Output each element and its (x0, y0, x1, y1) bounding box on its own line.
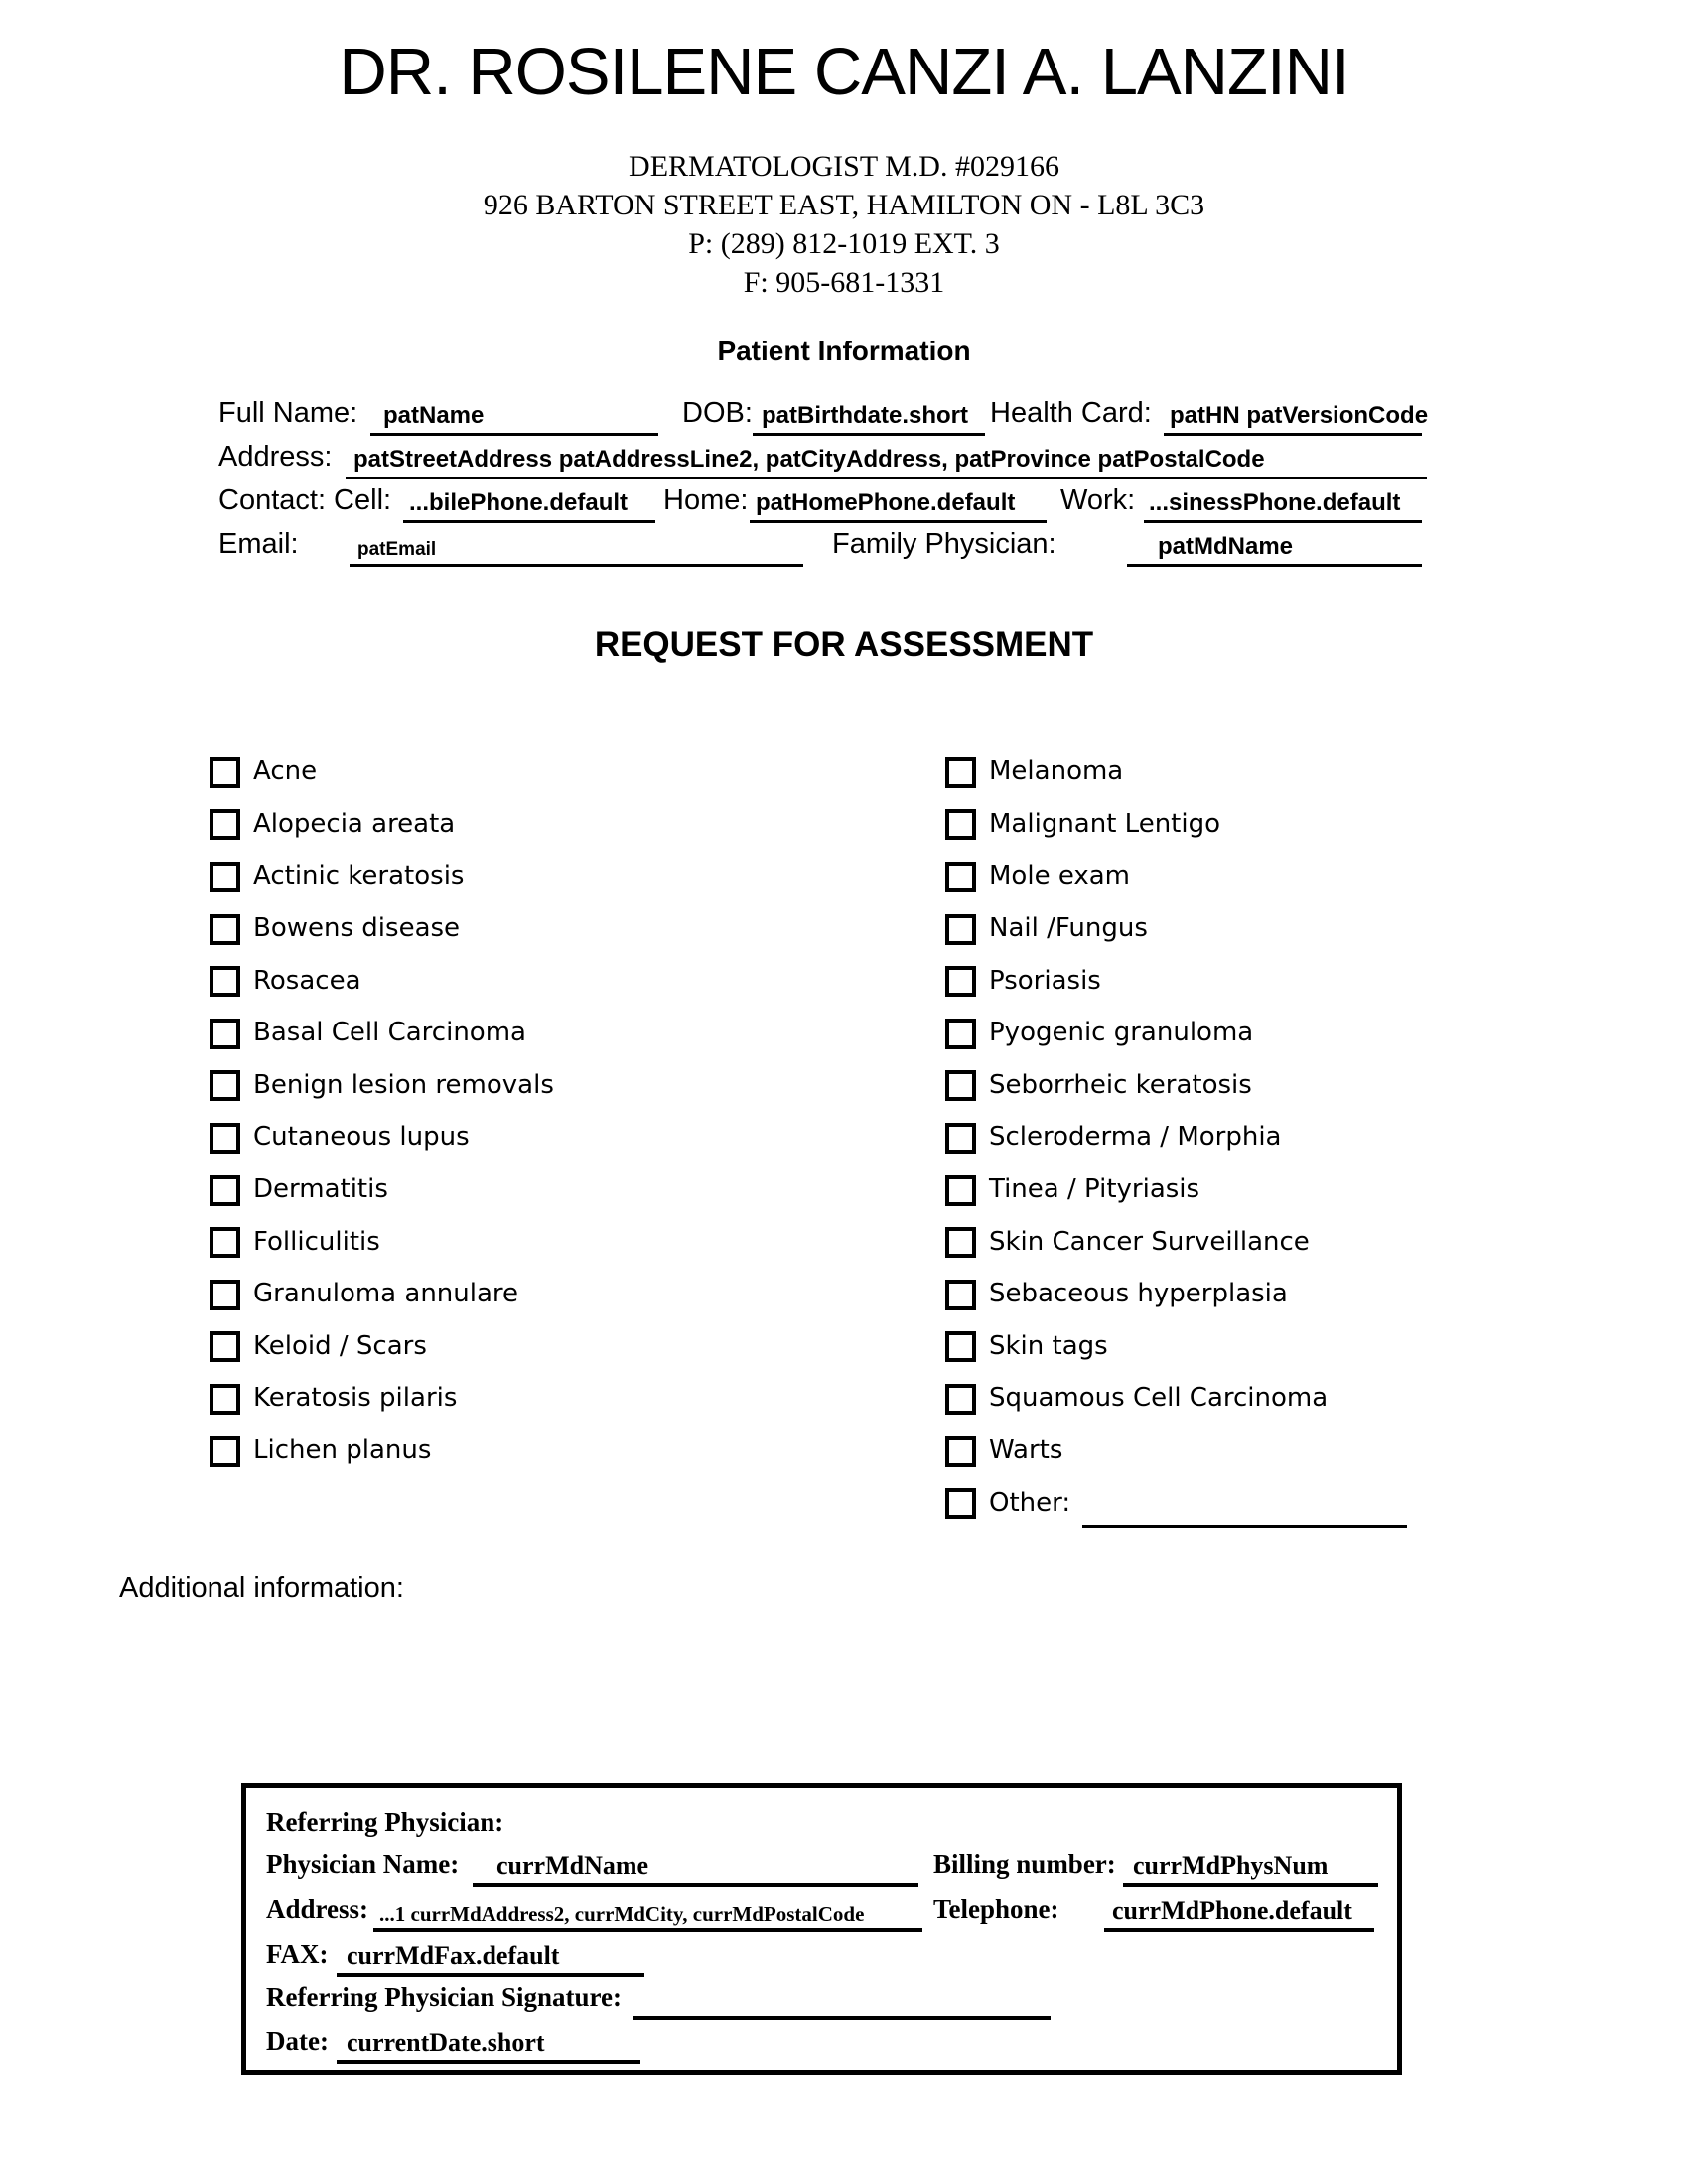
work-phone-label: Work: (1060, 484, 1136, 516)
assessment-checkbox[interactable] (945, 1280, 976, 1310)
referring-signature-field[interactable] (633, 1982, 1051, 2020)
email-field[interactable] (350, 528, 803, 567)
assessment-option-label: Malignant Lentigo (989, 808, 1220, 839)
referring-signature-label: Referring Physician Signature: (266, 1982, 622, 2012)
assessment-option-label: Tinea / Pityriasis (989, 1174, 1200, 1205)
assessment-option-row (945, 1060, 1407, 1113)
assessment-checkbox[interactable] (945, 1384, 976, 1415)
telephone-label: Telephone: (933, 1894, 1059, 1924)
assessment-option-label: Seborrheic keratosis (989, 1069, 1252, 1100)
assessment-checkbox[interactable] (945, 1019, 976, 1049)
work-phone-field[interactable] (1144, 484, 1422, 523)
assessment-option-row (945, 747, 1407, 799)
assessment-checkbox[interactable] (945, 757, 976, 788)
full-name-label: Full Name: (218, 397, 358, 429)
clinic-address: 926 BARTON STREET EAST, HAMILTON ON - L8L 3C3 (483, 189, 1205, 221)
health-card-label: Health Card: (990, 397, 1152, 429)
address-value: patStreetAddress patAddressLine2, patCityAddress, patProvince patPostalCode (353, 446, 1265, 473)
physician-name-label: Physician Name: (266, 1849, 460, 1879)
assessment-option-row (210, 851, 554, 903)
fax-value: currMdFax.default (347, 1941, 560, 1970)
assessment-checkbox[interactable] (945, 1227, 976, 1258)
family-physician-label: Family Physician: (832, 528, 1056, 560)
referring-physician-heading: Referring Physician: (266, 1807, 504, 1837)
assessment-option-row (210, 1373, 554, 1426)
assessment-option-row (210, 1269, 554, 1321)
assessment-option-label: Lichen planus (253, 1435, 432, 1466)
assessment-checkbox[interactable] (945, 1175, 976, 1206)
address-label: Address: (218, 441, 333, 473)
assessment-option-label: Psoriasis (989, 965, 1101, 996)
clinic-phone: P: (289) 812-1019 EXT. 3 (688, 227, 1000, 260)
assessment-option-row (945, 851, 1407, 903)
assessment-checkbox[interactable] (945, 966, 976, 997)
cell-phone-field[interactable] (403, 484, 655, 523)
assessment-option-label: Bowens disease (253, 913, 461, 944)
assessment-checkbox[interactable] (945, 914, 976, 945)
assessment-option-row (210, 1060, 554, 1113)
contact-cell-label: Contact: Cell: (218, 484, 392, 516)
assessment-checkbox[interactable] (210, 1019, 240, 1049)
assessment-option-row (945, 1164, 1407, 1217)
email-value: patEmail (357, 539, 437, 560)
assessment-option-label: Folliculitis (253, 1226, 380, 1257)
health-card-field[interactable] (1164, 397, 1429, 436)
date-label: Date: (266, 2026, 329, 2056)
assessment-option-row (210, 1112, 554, 1164)
date-field[interactable] (337, 2026, 640, 2064)
assessment-checkbox[interactable] (210, 1175, 240, 1206)
assessment-checkbox[interactable] (945, 1436, 976, 1467)
physician-name-field[interactable] (473, 1849, 918, 1887)
assessment-checkbox[interactable] (945, 1123, 976, 1154)
assessment-option-label: Granuloma annulare (253, 1279, 519, 1309)
full-name-value: patName (383, 402, 485, 429)
dob-label: DOB: (682, 397, 753, 429)
fax-field[interactable] (337, 1939, 644, 1977)
assessment-checkbox[interactable] (210, 757, 240, 788)
assessment-option-label: Basal Cell Carcinoma (253, 1018, 526, 1048)
assessment-option-row (210, 747, 554, 799)
assessment-checkbox[interactable] (945, 1488, 976, 1519)
full-name-field[interactable] (370, 397, 658, 436)
assessment-option-label: Squamous Cell Carcinoma (989, 1383, 1329, 1414)
assessment-option-row (945, 955, 1407, 1008)
health-card-value: patHN patVersionCode (1170, 402, 1429, 429)
date-value: currentDate.short (347, 2028, 545, 2057)
home-phone-field[interactable] (750, 484, 1047, 523)
home-phone-label: Home: (663, 484, 749, 516)
assessment-option-row (945, 1426, 1407, 1478)
assessment-option-row (210, 1321, 554, 1374)
assessment-option-row (945, 1008, 1407, 1060)
assessment-option-row (945, 1321, 1407, 1374)
assessment-option-row (945, 903, 1407, 956)
assessment-option-row (210, 903, 554, 956)
billing-number-field[interactable] (1123, 1849, 1378, 1887)
request-for-assessment-heading: REQUEST FOR ASSESSMENT (594, 625, 1094, 664)
referring-address-label: Address: (266, 1894, 369, 1924)
assessment-checkbox[interactable] (210, 1123, 240, 1154)
assessment-checkbox[interactable] (210, 809, 240, 840)
family-physician-field[interactable] (1127, 528, 1422, 567)
assessment-option-row (210, 1164, 554, 1217)
assessment-checkbox[interactable] (945, 809, 976, 840)
assessment-checkbox[interactable] (210, 1436, 240, 1467)
assessment-option-row (945, 1373, 1407, 1426)
billing-number-label: Billing number: (933, 1849, 1116, 1879)
assessment-checkbox[interactable] (945, 862, 976, 892)
assessment-option-label: Sebaceous hyperplasia (989, 1279, 1288, 1309)
other-fill-line[interactable] (1082, 1499, 1407, 1528)
clinic-info (0, 147, 1688, 302)
assessment-checkbox[interactable] (210, 1384, 240, 1415)
assessment-option-label: Pyogenic granuloma (989, 1018, 1254, 1048)
home-phone-value: patHomePhone.default (756, 489, 1016, 516)
assessment-option-label: Keratosis pilaris (253, 1383, 458, 1414)
address-field[interactable] (346, 441, 1427, 479)
physician-name-value: currMdName (496, 1851, 649, 1880)
assessment-checkbox[interactable] (210, 862, 240, 892)
referring-address-value: ...1 currMdAddress2, currMdCity, currMdPostalCode (379, 1902, 865, 1926)
assessment-option-label: Nail /Fungus (989, 913, 1148, 944)
assessment-checkbox[interactable] (210, 1070, 240, 1101)
assessment-option-label: Cutaneous lupus (253, 1122, 470, 1153)
assessment-option-label: Alopecia areata (253, 808, 456, 839)
assessment-option-row (945, 1269, 1407, 1321)
assessment-option-row (945, 1216, 1407, 1269)
assessment-option-row (945, 1112, 1407, 1164)
assessment-option-label: Benign lesion removals (253, 1069, 554, 1100)
telephone-value: currMdPhone.default (1112, 1896, 1352, 1925)
assessment-option-label: Acne (253, 756, 318, 787)
work-phone-value: ...sinessPhone.default (1149, 489, 1401, 516)
clinic-credentials: DERMATOLOGIST M.D. #029166 (629, 150, 1059, 183)
dob-field[interactable] (753, 397, 985, 436)
email-label: Email: (218, 528, 299, 560)
assessment-option-label: Actinic keratosis (253, 861, 465, 891)
assessment-option-row (210, 1008, 554, 1060)
fax-label: FAX: (266, 1939, 329, 1969)
assessment-checkbox[interactable] (210, 966, 240, 997)
assessment-option-row (945, 799, 1407, 852)
assessment-checkbox[interactable] (945, 1070, 976, 1101)
assessment-option-label: Warts (989, 1435, 1063, 1466)
assessment-option-label: Dermatitis (253, 1174, 388, 1205)
assessment-option-label: Mole exam (989, 861, 1131, 891)
assessment-left-column (210, 747, 554, 1477)
cell-phone-value: ...bilePhone.default (409, 489, 629, 516)
assessment-checkbox[interactable] (210, 1331, 240, 1362)
assessment-right-column (945, 747, 1407, 1530)
assessment-option-label: Melanoma (989, 756, 1124, 787)
assessment-checkbox[interactable] (210, 1227, 240, 1258)
assessment-option-row (210, 1426, 554, 1478)
assessment-option-row (945, 1477, 1407, 1530)
telephone-field[interactable] (1104, 1894, 1374, 1932)
referring-address-field[interactable] (373, 1894, 922, 1932)
assessment-option-row (210, 1216, 554, 1269)
assessment-option-row (210, 799, 554, 852)
additional-information-label: Additional information: (119, 1572, 404, 1604)
assessment-option-label: Skin Cancer Surveillance (989, 1226, 1310, 1257)
dob-value: patBirthdate.short (762, 402, 969, 429)
assessment-checkbox[interactable] (945, 1331, 976, 1362)
assessment-option-label-other: Other: (989, 1487, 1071, 1518)
assessment-option-row (210, 955, 554, 1008)
assessment-checkbox[interactable] (210, 1280, 240, 1310)
assessment-option-label: Rosacea (253, 965, 361, 996)
billing-number-value: currMdPhysNum (1133, 1851, 1329, 1880)
assessment-option-label: Skin tags (989, 1330, 1108, 1361)
clinic-fax: F: 905-681-1331 (743, 266, 945, 299)
assessment-option-label: Keloid / Scars (253, 1330, 427, 1361)
doctor-name-title: DR. ROSILENE CANZI A. LANZINI (339, 35, 1349, 109)
family-physician-value: patMdName (1158, 533, 1294, 560)
assessment-option-label: Scleroderma / Morphia (989, 1122, 1282, 1153)
assessment-checkbox[interactable] (210, 914, 240, 945)
patient-information-heading: Patient Information (717, 336, 971, 366)
